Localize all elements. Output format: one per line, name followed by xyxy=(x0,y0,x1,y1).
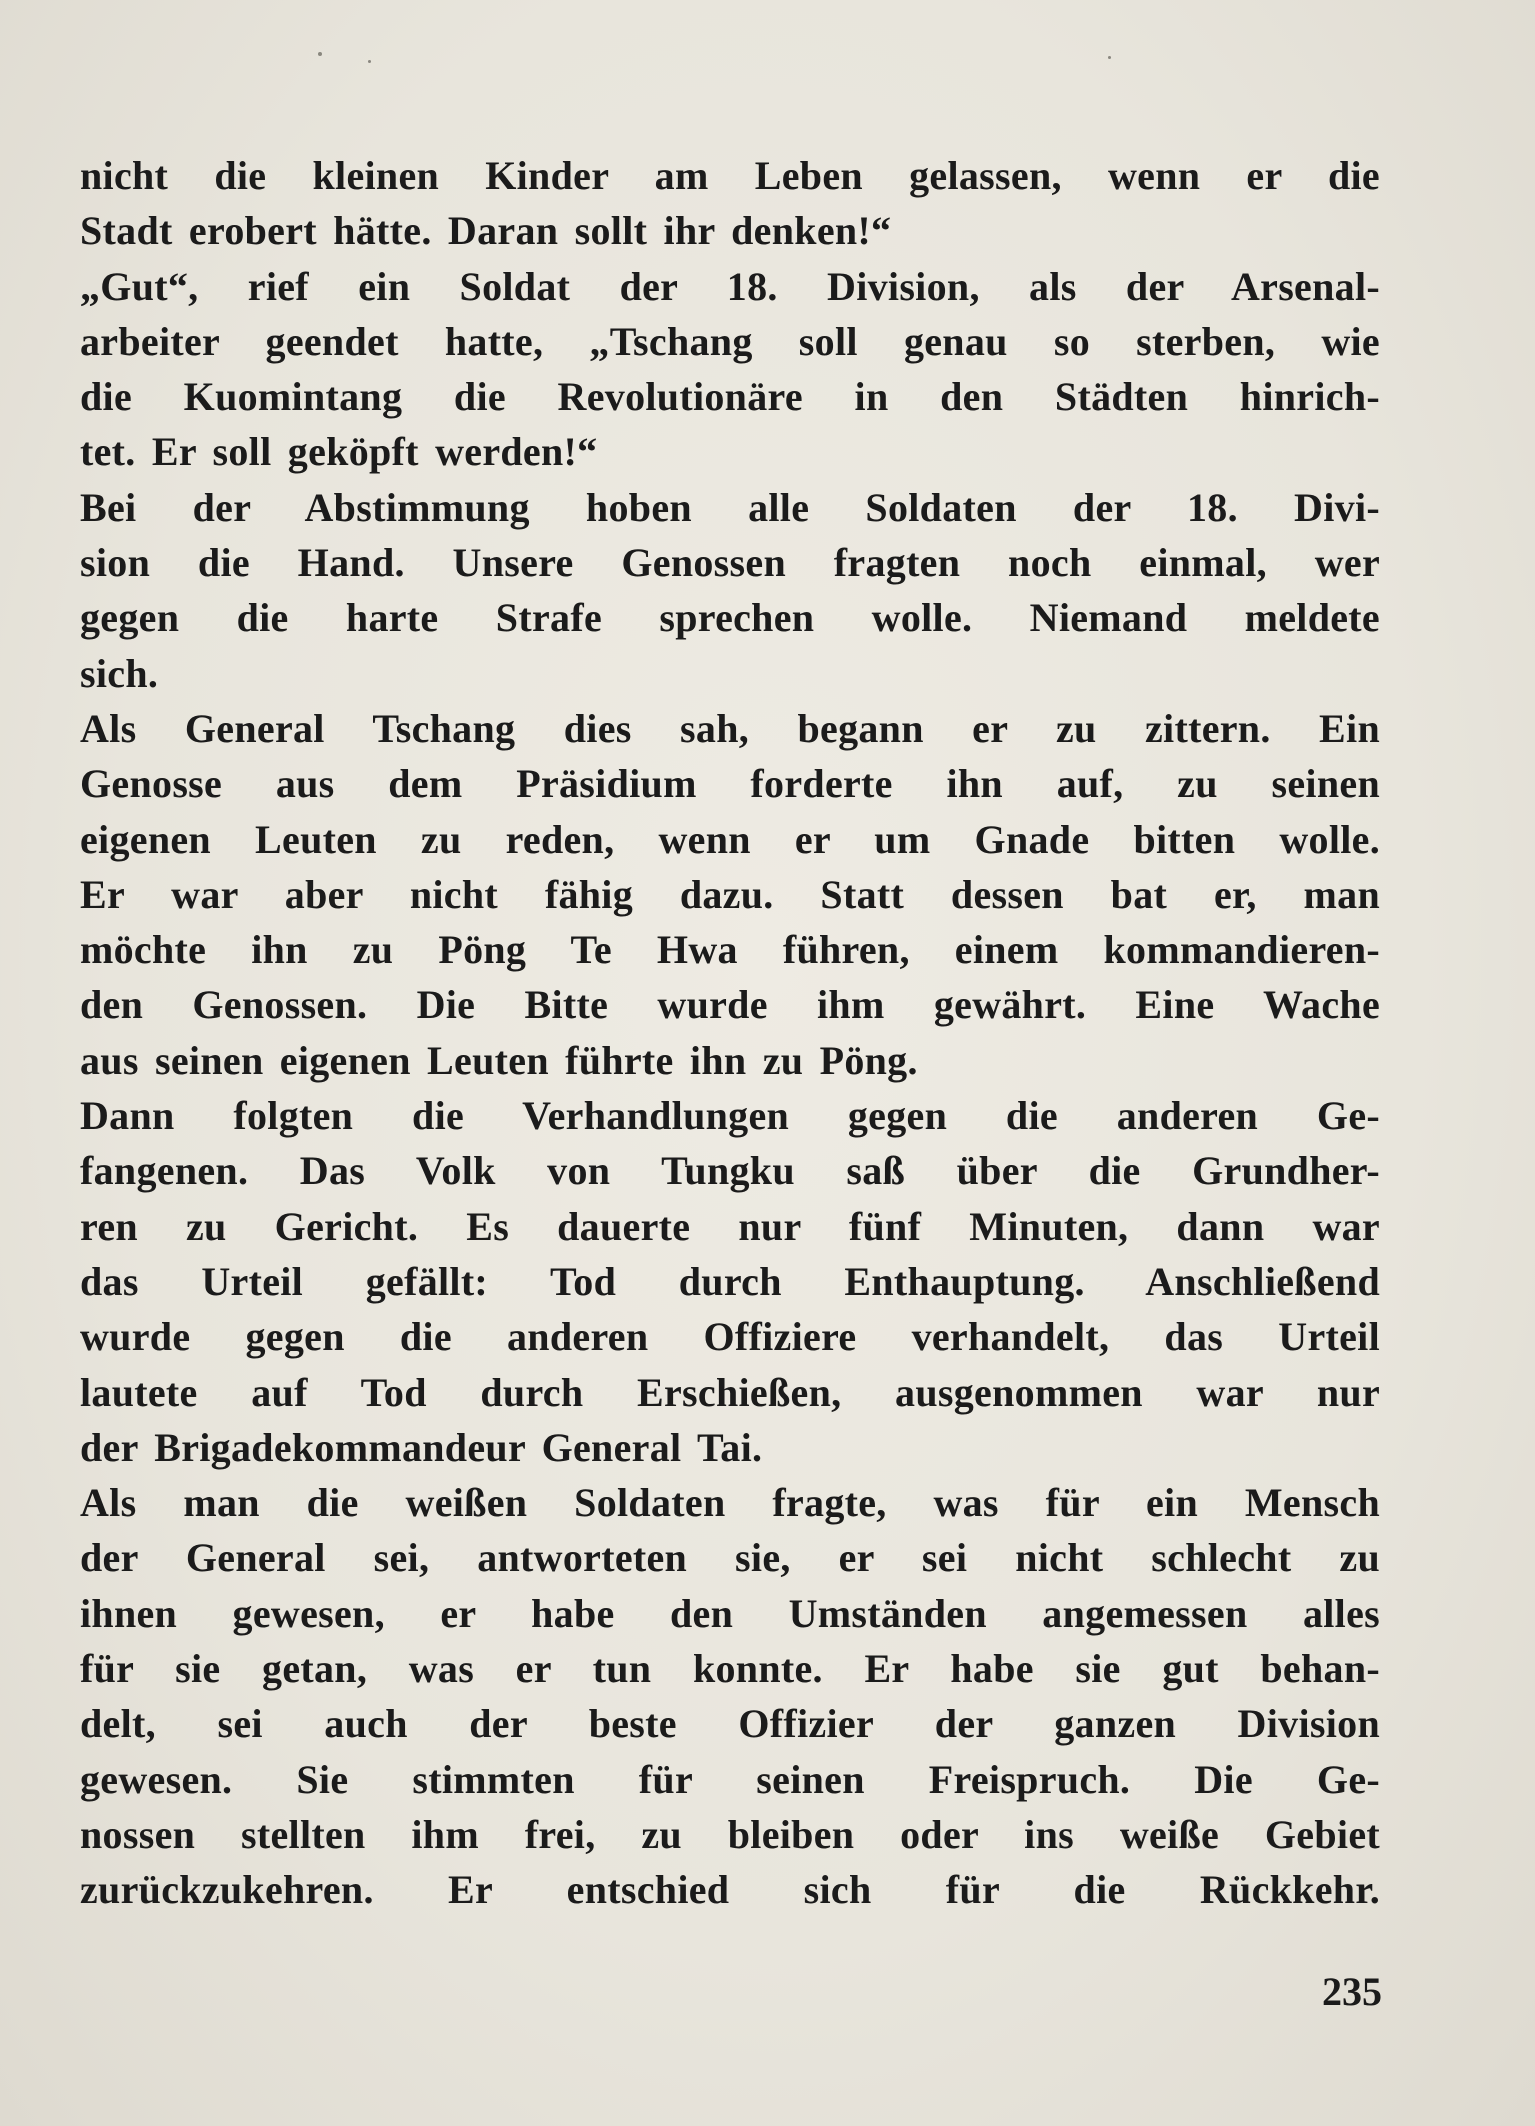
body-text xyxy=(80,148,1380,1918)
text-line: Als General Tschang dies sah, begann er zu zittern. Ein xyxy=(80,705,1380,751)
text-line: das Urteil gefällt: Tod durch Enthauptung. Anschließend xyxy=(80,1258,1380,1304)
text-line: arbeiter geendet hatte, „Tschang soll genau so sterben, wie xyxy=(80,318,1380,364)
text-line: „Gut“, rief ein Soldat der 18. Division, als der Arsenal- xyxy=(80,263,1380,309)
text-line: ihnen gewesen, er habe den Umständen angemessen alles xyxy=(80,1590,1380,1636)
text-line: zurückzukehren. Er entschied sich für die Rückkehr. xyxy=(80,1867,1380,1913)
text-line: tet. Er soll geköpft werden!“ xyxy=(80,429,598,475)
text-line: die Kuomintang die Revolutionäre in den Städten hinrich- xyxy=(80,374,1380,420)
page-number: 235 xyxy=(1322,1969,1382,2014)
text-line: eigenen Leuten zu reden, wenn er um Gnade bitten wolle. xyxy=(80,816,1380,862)
text-line: der General sei, antworteten sie, er sei nicht schlecht zu xyxy=(80,1535,1380,1581)
text-line: für sie getan, was er tun konnte. Er habe sie gut behan- xyxy=(80,1646,1380,1692)
text-line: aus seinen eigenen Leuten führte ihn zu Pöng. xyxy=(80,1037,918,1083)
text-line: Er war aber nicht fähig dazu. Statt dessen bat er, man xyxy=(80,871,1380,917)
text-line: fangenen. Das Volk von Tungku saß über die Grundher- xyxy=(80,1148,1380,1194)
text-line: Stadt erobert hätte. Daran sollt ihr denken!“ xyxy=(80,208,892,254)
text-line: nicht die kleinen Kinder am Leben gelassen, wenn er die xyxy=(80,153,1380,198)
text-line: Dann folgten die Verhandlungen gegen die anderen Ge- xyxy=(80,1093,1380,1139)
text-line: sich. xyxy=(80,650,159,696)
text-line: delt, sei auch der beste Offizier der ganzen Division xyxy=(80,1701,1380,1747)
text-line: den Genossen. Die Bitte wurde ihm gewährt. Eine Wache xyxy=(80,982,1380,1028)
text-line: sion die Hand. Unsere Genossen fragten noch einmal, wer xyxy=(80,540,1380,586)
text-line: Genosse aus dem Präsidium forderte ihn auf, zu seinen xyxy=(80,761,1380,807)
text-line: gegen die harte Strafe sprechen wolle. Niemand meldete xyxy=(80,595,1380,641)
paper-speck xyxy=(318,52,322,56)
text-line: nossen stellten ihm frei, zu bleiben oder ins weiße Gebiet xyxy=(80,1811,1380,1857)
text-line: ren zu Gericht. Es dauerte nur fünf Minuten, dann war xyxy=(80,1203,1380,1249)
text-line: Bei der Abstimmung hoben alle Soldaten der 18. Divi- xyxy=(80,484,1380,530)
text-line: der Brigadekommandeur General Tai. xyxy=(80,1424,763,1470)
text-line: wurde gegen die anderen Offiziere verhandelt, das Urteil xyxy=(80,1314,1380,1360)
text-line: gewesen. Sie stimmten für seinen Freispruch. Die Ge- xyxy=(80,1756,1380,1802)
text-line: möchte ihn zu Pöng Te Hwa führen, einem kommandieren- xyxy=(80,927,1380,973)
text-line: lautete auf Tod durch Erschießen, ausgenommen war nur xyxy=(80,1369,1380,1415)
text-line: Als man die weißen Soldaten fragte, was für ein Mensch xyxy=(80,1480,1380,1526)
paper-speck xyxy=(1108,56,1111,59)
paper-speck xyxy=(368,60,371,63)
